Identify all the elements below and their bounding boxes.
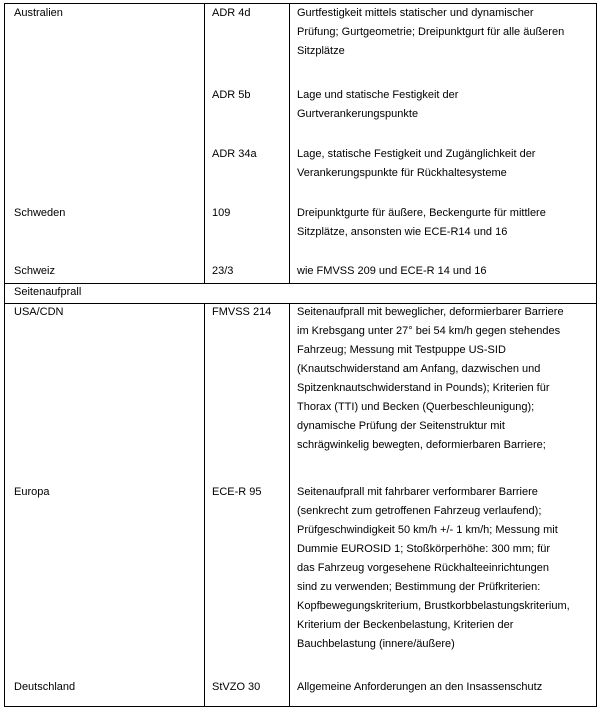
description-cell: Dreipunktgurte für äußere, Beckengurte für mittlere Sitzplätze, ansonsten wie ECE-R14 und 16 — [297, 207, 546, 238]
country-cell: Deutschland — [14, 681, 76, 693]
description-cell: Gurtfestigkeit mittels statischer und dynamischer Prüfung; Gurtgeometrie; Dreipunktgurt für alle äußeren Sitzplätze — [297, 7, 565, 57]
country-cell: Europa — [14, 486, 50, 498]
column-divider — [289, 303, 290, 707]
description-cell: Seitenaufprall mit beweglicher, deformierbarer Barriere im Krebsgang unter 27° bei 54 km/h gegen stehendes Fahrzeug; Messung mit Testpuppe US-SID (Knautschwiderstand am Anfang, dazwischen und Spitzenknautschwiderstand in Pounds); Kriterien für Thorax (TTI) und Becken (Querbeschleunigung); dynamische Prüfung der Seitenstruktur mit schrägwinkelig bewegten, deformierbaren Barriere; — [297, 306, 564, 451]
column-divider — [289, 3, 290, 283]
standard-cell: ADR 34a — [212, 148, 257, 160]
description-cell: Seitenaufprall mit fahrbarer verformbarer Barriere (senkrecht zum getroffenen Fahrzeug verlaufend); Prüfgeschwindigkeit 50 km/h +/- 1 km/h; Messung mit Dummie EUROSID 1; Stoßkörperhöhe: 300 mm; für das Fahrzeug vorgesehene Rückhalteeinrichtungen sind zu verwenden; Bestimmung der Prüfkriterien: Kopfbewegungskriterium, Brustkorbbelastungskriterium, Kriterium der Beckenbelastung, Kriterien der Bauchbelastung (innere/äußere) — [297, 486, 570, 650]
standard-cell: FMVSS 214 — [212, 306, 272, 318]
standard-cell: ECE-R 95 — [212, 486, 262, 498]
country-cell: Australien — [14, 7, 63, 19]
country-cell: USA/CDN — [14, 306, 64, 318]
column-divider — [204, 3, 205, 283]
standard-cell: ADR 4d — [212, 7, 251, 19]
country-cell: Schweiz — [14, 265, 55, 277]
column-divider — [204, 303, 205, 707]
regulations-table — [4, 3, 597, 707]
standard-cell: ADR 5b — [212, 89, 251, 101]
section-heading: Seitenaufprall — [14, 286, 82, 298]
description-cell: Lage, statische Festigkeit und Zugänglichkeit der Verankerungspunkte für Rückhaltesysteme — [297, 148, 536, 179]
description-cell: Lage und statische Festigkeit der Gurtverankerungspunkte — [297, 89, 459, 120]
standard-cell: StVZO 30 — [212, 681, 261, 693]
country-cell: Schweden — [14, 207, 66, 219]
standard-cell: 109 — [212, 207, 231, 219]
description-cell: Allgemeine Anforderungen an den Insassenschutz — [297, 681, 543, 693]
description-cell: wie FMVSS 209 und ECE-R 14 und 16 — [297, 265, 487, 277]
standard-cell: 23/3 — [212, 265, 234, 277]
